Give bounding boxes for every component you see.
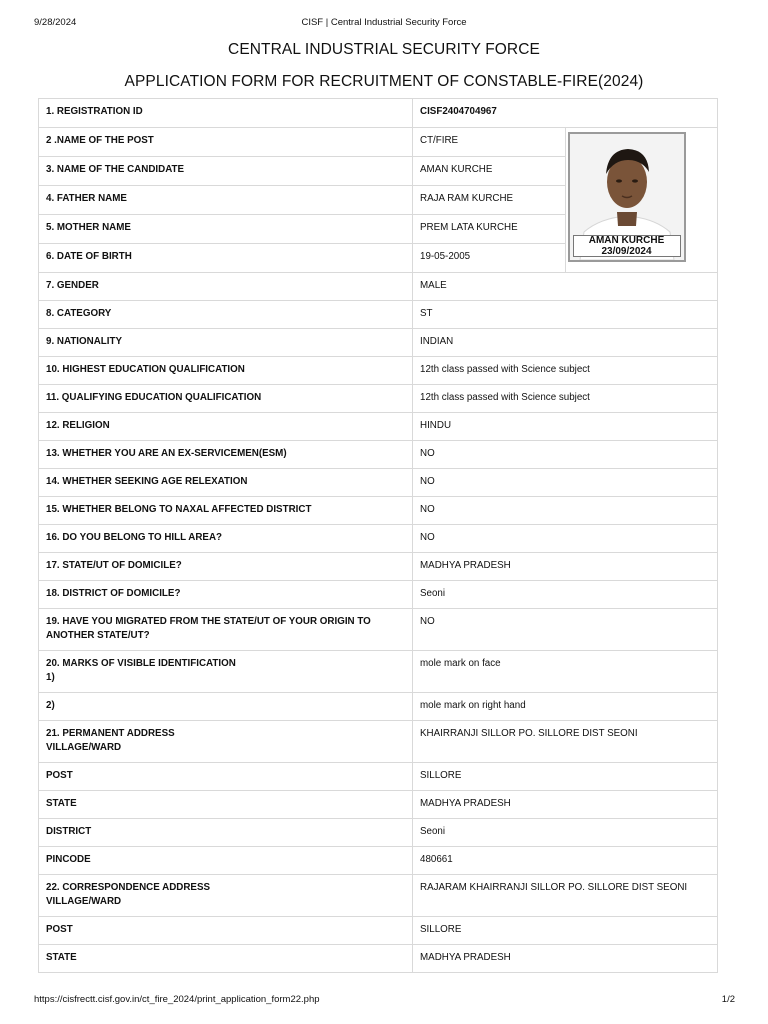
row-label: 3. NAME OF THE CANDIDATE bbox=[39, 157, 413, 186]
photo-cell bbox=[565, 128, 718, 273]
row-label bbox=[39, 553, 413, 581]
row-value: CT/FIRE bbox=[413, 128, 566, 157]
form-row bbox=[39, 721, 718, 763]
row-sublabel: VILLAGE/WARD bbox=[46, 742, 122, 753]
row-value: MADHYA PRADESH bbox=[413, 945, 718, 973]
row-value: 12th class passed with Science subject bbox=[413, 385, 718, 413]
form-row bbox=[39, 917, 718, 945]
photo-caption bbox=[573, 235, 681, 257]
row-label bbox=[39, 875, 413, 917]
organization-heading: CENTRAL INDUSTRIAL SECURITY FORCE bbox=[228, 41, 540, 58]
row-label-text: 14. WHETHER SEEKING AGE RELEXATION bbox=[46, 476, 248, 487]
print-page-title: CISF | Central Industrial Security Force bbox=[301, 17, 467, 28]
row-label-text: 10. HIGHEST EDUCATION QUALIFICATION bbox=[46, 364, 245, 375]
form-row bbox=[39, 609, 718, 651]
row-label-text: 17. STATE/UT OF DOMICILE? bbox=[46, 560, 182, 571]
row-value: KHAIRRANJI SILLOR PO. SILLORE DIST SEONI bbox=[413, 721, 718, 763]
row-label-text: 15. WHETHER BELONG TO NAXAL AFFECTED DISTRICT bbox=[46, 504, 312, 515]
row-label bbox=[39, 721, 413, 763]
row-label-text: 2) bbox=[46, 700, 55, 711]
row-label: 6. DATE OF BIRTH bbox=[39, 244, 413, 273]
row-label-text: 13. WHETHER YOU ARE AN EX-SERVICEMEN(ESM) bbox=[46, 448, 287, 459]
row-label bbox=[39, 413, 413, 441]
row-label bbox=[39, 763, 413, 791]
form-row bbox=[39, 525, 718, 553]
form-row bbox=[39, 847, 718, 875]
print-date: 9/28/2024 bbox=[34, 17, 77, 28]
row-value: HINDU bbox=[413, 413, 718, 441]
row-label bbox=[39, 651, 413, 693]
form-row bbox=[39, 945, 718, 973]
row-label bbox=[39, 329, 413, 357]
row-label bbox=[39, 301, 413, 329]
form-row bbox=[39, 651, 718, 693]
row-label bbox=[39, 525, 413, 553]
row-value: INDIAN bbox=[413, 329, 718, 357]
row-value: Seoni bbox=[413, 581, 718, 609]
application-form-table bbox=[38, 98, 718, 973]
row-label bbox=[39, 917, 413, 945]
row-value: 480661 bbox=[413, 847, 718, 875]
row-value: MADHYA PRADESH bbox=[413, 791, 718, 819]
row-label bbox=[39, 385, 413, 413]
form-row bbox=[39, 469, 718, 497]
row-value: CISF2404704967 bbox=[413, 99, 718, 128]
row-label-text: 7. GENDER bbox=[46, 280, 99, 291]
form-row bbox=[39, 329, 718, 357]
row-label-text: POST bbox=[46, 924, 73, 935]
row-value: 12th class passed with Science subject bbox=[413, 357, 718, 385]
row-value: NO bbox=[413, 497, 718, 525]
row-label bbox=[39, 609, 413, 651]
candidate-photo bbox=[568, 132, 686, 262]
form-row bbox=[39, 273, 718, 301]
row-value: NO bbox=[413, 609, 718, 651]
row-label bbox=[39, 581, 413, 609]
form-row bbox=[39, 693, 718, 721]
row-value: SILLORE bbox=[413, 917, 718, 945]
row-value: NO bbox=[413, 441, 718, 469]
form-row bbox=[39, 875, 718, 917]
form-row bbox=[39, 357, 718, 385]
form-row-post-name bbox=[39, 128, 718, 157]
row-label-text: 19. HAVE YOU MIGRATED FROM THE STATE/UT OF YOUR ORIGIN TO ANOTHER STATE/UT? bbox=[46, 616, 371, 641]
row-label bbox=[39, 847, 413, 875]
print-page-number: 1/2 bbox=[721, 994, 735, 1005]
row-label-text: POST bbox=[46, 770, 73, 781]
photo-caption-name: AMAN KURCHE bbox=[588, 235, 665, 246]
row-label-text: 12. RELIGION bbox=[46, 420, 110, 431]
row-value: ST bbox=[413, 301, 718, 329]
row-label-text: 11. QUALIFYING EDUCATION QUALIFICATION bbox=[46, 392, 262, 403]
form-row-registration-id bbox=[39, 99, 718, 128]
row-sublabel: VILLAGE/WARD bbox=[46, 896, 122, 907]
print-header bbox=[0, 17, 768, 31]
row-value: mole mark on face bbox=[413, 651, 718, 693]
form-row bbox=[39, 553, 718, 581]
row-value: MADHYA PRADESH bbox=[413, 553, 718, 581]
form-title: APPLICATION FORM FOR RECRUITMENT OF CONSTABLE-FIRE(2024) bbox=[124, 73, 644, 90]
row-label bbox=[39, 693, 413, 721]
row-value: NO bbox=[413, 525, 718, 553]
row-label: 1. REGISTRATION ID bbox=[39, 99, 413, 128]
row-value: mole mark on right hand bbox=[413, 693, 718, 721]
row-value: MALE bbox=[413, 273, 718, 301]
row-label bbox=[39, 441, 413, 469]
row-value: RAJA RAM KURCHE bbox=[413, 186, 566, 215]
row-sublabel: 1) bbox=[46, 672, 55, 683]
row-label: 2 .NAME OF THE POST bbox=[39, 128, 413, 157]
row-label bbox=[39, 273, 413, 301]
form-row bbox=[39, 791, 718, 819]
row-label-text: PINCODE bbox=[46, 854, 91, 865]
row-label-text: 9. NATIONALITY bbox=[46, 336, 123, 347]
row-label-text: 21. PERMANENT ADDRESS bbox=[46, 728, 175, 739]
row-label bbox=[39, 497, 413, 525]
row-label-text: 8. CATEGORY bbox=[46, 308, 112, 319]
form-row bbox=[39, 763, 718, 791]
row-label-text: 20. MARKS OF VISIBLE IDENTIFICATION bbox=[46, 658, 236, 669]
form-row bbox=[39, 497, 718, 525]
form-row bbox=[39, 581, 718, 609]
row-value: Seoni bbox=[413, 819, 718, 847]
row-label bbox=[39, 945, 413, 973]
row-value: 19-05-2005 bbox=[413, 244, 566, 273]
form-row bbox=[39, 819, 718, 847]
row-label: 4. FATHER NAME bbox=[39, 186, 413, 215]
print-url: https://cisfrectt.cisf.gov.in/ct_fire_2024/print_application_form22.php bbox=[34, 994, 320, 1005]
row-label bbox=[39, 469, 413, 497]
row-label bbox=[39, 819, 413, 847]
row-value: RAJARAM KHAIRRANJI SILLOR PO. SILLORE DIST SEONI bbox=[413, 875, 718, 917]
form-row bbox=[39, 441, 718, 469]
row-label-text: 22. CORRESPONDENCE ADDRESS bbox=[46, 882, 211, 893]
row-value: SILLORE bbox=[413, 763, 718, 791]
row-value: PREM LATA KURCHE bbox=[413, 215, 566, 244]
row-label-text: STATE bbox=[46, 798, 77, 809]
row-value: AMAN KURCHE bbox=[413, 157, 566, 186]
row-value: NO bbox=[413, 469, 718, 497]
form-row bbox=[39, 385, 718, 413]
row-label: 5. MOTHER NAME bbox=[39, 215, 413, 244]
row-label-text: DISTRICT bbox=[46, 826, 92, 837]
row-label-text: STATE bbox=[46, 952, 77, 963]
row-label bbox=[39, 791, 413, 819]
row-label-text: 16. DO YOU BELONG TO HILL AREA? bbox=[46, 532, 223, 543]
photo-caption-date: 23/09/2024 bbox=[601, 245, 652, 257]
form-row bbox=[39, 301, 718, 329]
row-label bbox=[39, 357, 413, 385]
row-label-text: 18. DISTRICT OF DOMICILE? bbox=[46, 588, 181, 599]
form-row bbox=[39, 413, 718, 441]
